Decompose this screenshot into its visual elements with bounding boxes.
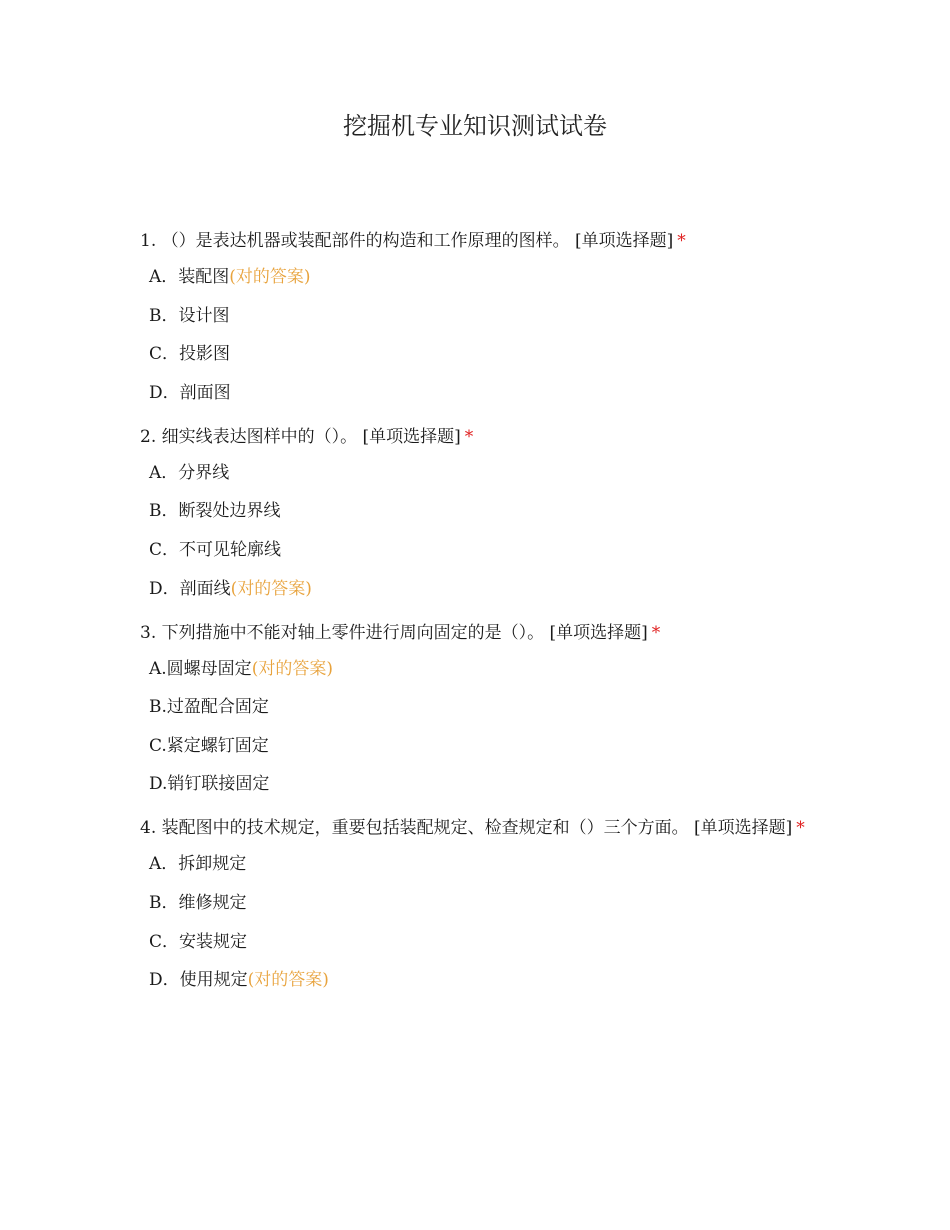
correct-answer-note: (对的答案)	[230, 578, 312, 599]
option-label: D．剖面线	[149, 578, 231, 599]
option-label: D．使用规定	[149, 970, 248, 991]
option-c	[149, 535, 820, 565]
required-mark: *	[464, 426, 474, 447]
option-label: B．设计图	[149, 305, 230, 326]
question-2	[140, 422, 820, 604]
question-list	[140, 226, 820, 1009]
question-2-text	[140, 422, 820, 452]
option-a	[149, 654, 820, 684]
option-b	[149, 692, 820, 722]
option-d	[149, 574, 820, 604]
question-stem: 2. 细实线表达图样中的（）。	[140, 426, 358, 447]
option-label: C．投影图	[149, 344, 231, 365]
option-label: C.紧定螺钉固定	[149, 735, 269, 756]
option-label: D．剖面图	[149, 382, 231, 403]
option-d	[149, 378, 820, 408]
question-3	[140, 618, 820, 800]
option-a	[149, 262, 820, 292]
question-type-label: [单项选择题]	[694, 818, 793, 839]
option-d	[149, 769, 820, 799]
correct-answer-note: (对的答案)	[251, 658, 333, 679]
question-4-text	[140, 813, 820, 843]
option-label: B．断裂处边界线	[149, 501, 281, 522]
option-c	[149, 339, 820, 369]
required-mark: *	[796, 818, 805, 839]
option-c	[149, 927, 820, 957]
option-b	[149, 888, 820, 918]
option-label: C．安装规定	[149, 931, 248, 952]
correct-answer-note: (对的答案)	[229, 267, 311, 287]
page-title: 挖掘机专业知识测试试卷	[343, 112, 607, 140]
option-a	[149, 849, 820, 879]
question-stem: 1. （）是表达机器或装配部件的构造和工作原理的图样。	[140, 231, 570, 251]
option-label: D.销钉联接固定	[149, 774, 270, 795]
option-d	[149, 965, 820, 995]
option-a	[149, 458, 820, 488]
option-c	[149, 731, 820, 761]
option-label: B.过盈配合固定	[149, 697, 269, 718]
question-4	[140, 813, 820, 995]
correct-answer-note: (对的答案)	[247, 970, 329, 991]
option-label: A．分界线	[149, 462, 230, 483]
option-label: C．不可见轮廓线	[149, 539, 282, 560]
required-mark: *	[677, 231, 686, 251]
question-stem: 3. 下列措施中不能对轴上零件进行周向固定的是（）。	[140, 622, 545, 643]
required-mark: *	[651, 622, 661, 643]
option-label: A．拆卸规定	[149, 854, 247, 875]
question-type-label: [单项选择题]	[549, 622, 648, 643]
question-1	[140, 226, 820, 408]
option-label: B．维修规定	[149, 892, 247, 913]
question-1-text	[140, 226, 820, 256]
option-label: A．装配图	[149, 267, 230, 287]
question-type-label: [单项选择题]	[575, 231, 674, 251]
question-type-label: [单项选择题]	[362, 426, 461, 447]
question-stem: 4. 装配图中的技术规定，重要包括装配规定、检查规定和（）三个方面。	[140, 818, 689, 839]
option-b	[149, 496, 820, 526]
option-label: A.圆螺母固定	[149, 658, 252, 679]
question-3-text	[140, 618, 820, 648]
option-b	[149, 301, 820, 331]
